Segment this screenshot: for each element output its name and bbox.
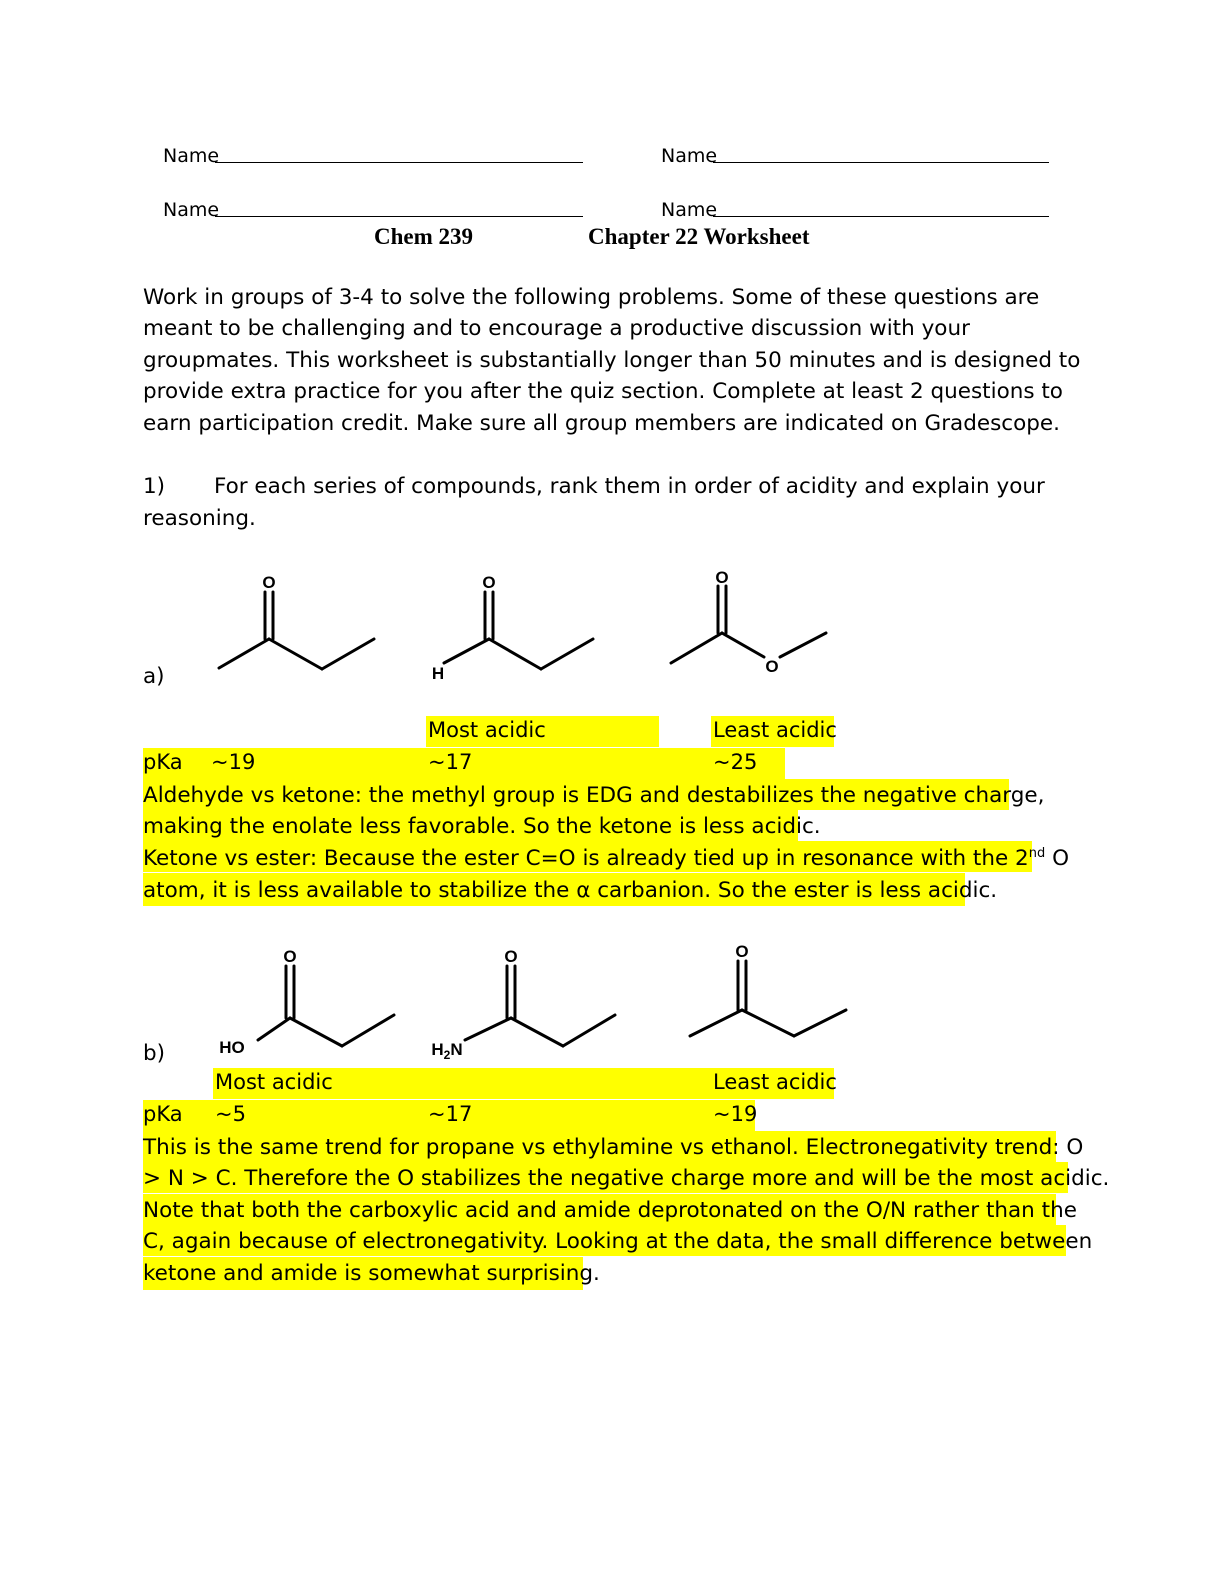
- worksheet-title: Chapter 22 Worksheet: [588, 224, 810, 249]
- atom-ho: HO: [219, 1038, 245, 1057]
- atom-o: O: [735, 942, 749, 961]
- most-acidic-label-b: Most acidic: [215, 1070, 333, 1094]
- atom-o: O: [504, 947, 518, 966]
- explanation-b-line-4: C, again because of electronegativity. Looking at the data, the small difference between: [143, 1229, 1093, 1254]
- atom-h2n: $H_2N$: [431, 1040, 463, 1062]
- least-acidic-label-a: Least acidic: [713, 718, 837, 742]
- name-label-1: Name: [163, 145, 220, 167]
- explanation-a-line-3: Ketone vs ester: Because the ester C=O is already tied up in resonance with the 2nd O: [143, 845, 1069, 871]
- name-label-4: Name: [661, 199, 718, 221]
- part-a-label: a): [143, 664, 165, 689]
- name-label-2: Name: [661, 145, 718, 167]
- explanation-b-line-1: This is the same trend for propane vs ethylamine vs ethanol. Electronegativity trend: O: [143, 1135, 1084, 1160]
- name-label-3: Name: [163, 199, 220, 221]
- butanone-structure-b: [690, 942, 846, 1036]
- atom-o: O: [262, 573, 276, 592]
- explanation-a-line-1: Aldehyde vs ketone: the methyl group is EDG and destabilizes the negative charge,: [143, 783, 1045, 808]
- pka-value-a-2: ~17: [428, 750, 473, 774]
- explanation-b-line-5: ketone and amide is somewhat surprising.: [143, 1261, 600, 1286]
- pka-value-a-1: ~19: [211, 750, 256, 774]
- intro-line-1: Work in groups of 3-4 to solve the following problems. Some of these questions are: [143, 285, 1040, 310]
- course-title: Chem 239: [374, 224, 474, 249]
- pka-value-b-2: ~17: [428, 1102, 473, 1126]
- intro-line-5: earn participation credit. Make sure all group members are indicated on Gradescope.: [143, 411, 1060, 436]
- atom-o: O: [765, 657, 779, 676]
- explanation-b-line-3: Note that both the carboxylic acid and amide deprotonated on the O/N rather than the: [143, 1198, 1077, 1223]
- propanoic-acid-structure: [219, 947, 394, 1057]
- question-number: 1): [143, 474, 166, 499]
- intro-line-3: groupmates. This worksheet is substantially longer than 50 minutes and is designed to: [143, 348, 1081, 373]
- pka-label-a: pKa: [143, 750, 183, 774]
- explanation-a-line-2: making the enolate less favorable. So the ketone is less acidic.: [143, 814, 821, 839]
- least-acidic-label-b: Least acidic: [713, 1070, 837, 1094]
- atom-o: O: [283, 947, 297, 966]
- pka-value-b-3: ~19: [713, 1102, 758, 1126]
- explanation-a-line-4: atom, it is less available to stabilize the α carbanion. So the ester is less acidic.: [143, 878, 998, 903]
- pka-value-b-1: ~5: [215, 1102, 246, 1126]
- intro-line-2: meant to be challenging and to encourage a productive discussion with your: [143, 316, 970, 341]
- part-b-label: b): [143, 1041, 166, 1066]
- explanation-b-line-2: > N > C. Therefore the O stabilizes the negative charge more and will be the most acidic.: [143, 1166, 1110, 1191]
- most-acidic-label-a: Most acidic: [428, 718, 546, 742]
- atom-o: O: [482, 573, 496, 592]
- propanamide-structure: [431, 947, 615, 1062]
- question-text-line-2: reasoning.: [143, 506, 256, 531]
- pka-value-a-3: ~25: [713, 750, 758, 774]
- atom-h: H: [431, 664, 445, 683]
- pka-label-b: pKa: [143, 1102, 183, 1126]
- atom-o: O: [715, 568, 729, 587]
- intro-line-4: provide extra practice for you after the quiz section. Complete at least 2 questions to: [143, 379, 1063, 404]
- question-text-line-1: For each series of compounds, rank them in order of acidity and explain your: [214, 474, 1045, 499]
